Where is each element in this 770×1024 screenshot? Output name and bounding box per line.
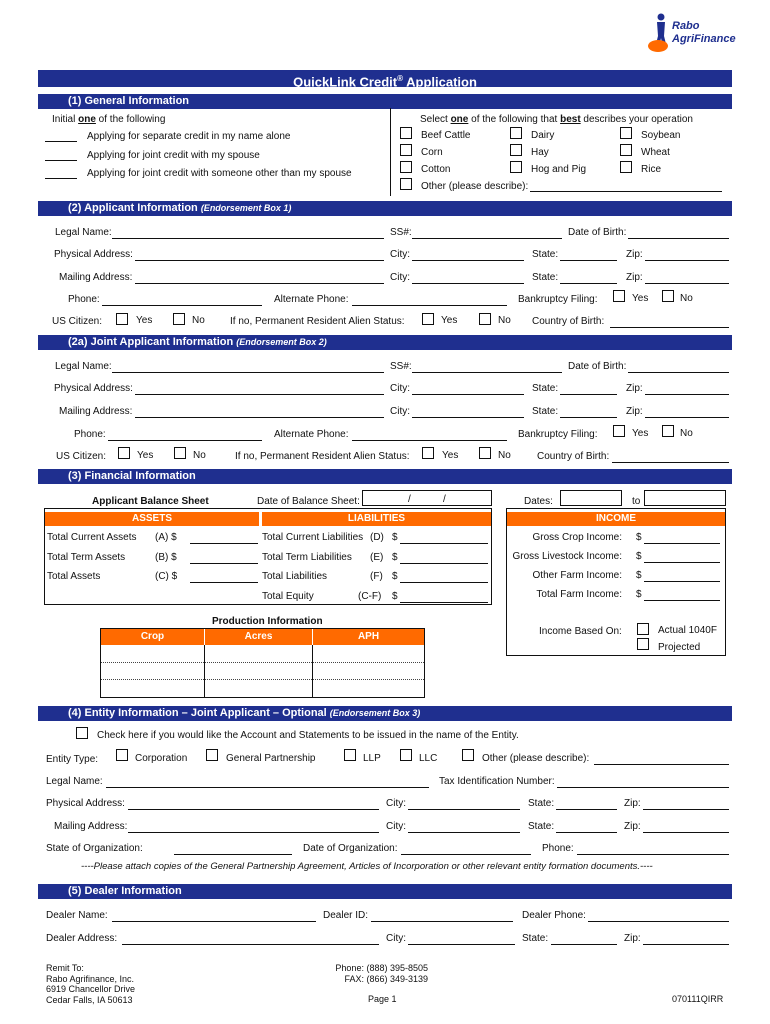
- total-liab-line[interactable]: [400, 582, 488, 583]
- initial-line-3[interactable]: [45, 178, 77, 179]
- label-alt-phone: Alternate Phone:: [274, 294, 349, 305]
- gross-crop-dollar: $: [636, 532, 642, 543]
- joint-label-phone: Phone:: [74, 429, 106, 440]
- checkbox-other-operation[interactable]: [400, 178, 412, 190]
- checkbox-llc[interactable]: [400, 749, 412, 761]
- joint-state-line-2[interactable]: [560, 417, 617, 418]
- label-legal-name: Legal Name:: [55, 227, 112, 238]
- country-of-birth-line[interactable]: [610, 327, 729, 328]
- section2a-header: (2a) Joint Applicant Information (Endorsement Box 2): [38, 335, 732, 350]
- entity-label-legal-name: Legal Name:: [46, 776, 103, 787]
- footer-fax: FAX: (866) 349-3139: [344, 973, 428, 984]
- joint-label-state: State:: [532, 383, 559, 394]
- phone-line[interactable]: [102, 305, 262, 306]
- label-bankruptcy-yes: Yes: [632, 293, 649, 304]
- checkbox-hay[interactable]: [510, 144, 522, 156]
- checkbox-other-entity[interactable]: [462, 749, 474, 761]
- entity-label-state: State:: [528, 798, 555, 809]
- label-city: City:: [390, 249, 410, 260]
- form-title: QuickLink Credit® Application: [38, 70, 732, 87]
- joint-label-country-of-birth: Country of Birth:: [537, 451, 610, 462]
- alt-phone-line[interactable]: [352, 305, 507, 306]
- label-wheat: Wheat: [641, 147, 670, 158]
- total-farm-dollar: $: [636, 589, 642, 600]
- aph-header: APH: [313, 629, 424, 645]
- checkbox-bankruptcy-yes[interactable]: [613, 290, 625, 302]
- total-assets-line[interactable]: [190, 582, 258, 583]
- label-soybean: Soybean: [641, 130, 681, 141]
- label-perm-no: No: [498, 315, 511, 326]
- form-code: 070111QIRR: [672, 994, 724, 1004]
- label-dealer-id: Dealer ID:: [323, 910, 369, 921]
- label-corn: Corn: [421, 147, 443, 158]
- entity-legal-name-line[interactable]: [106, 787, 429, 788]
- total-current-liab-code: (D): [370, 532, 384, 543]
- assets-header: ASSETS: [45, 512, 259, 526]
- joint-checkbox-perm-no[interactable]: [479, 447, 491, 459]
- dealer-name-line[interactable]: [112, 921, 316, 922]
- joint-state-line[interactable]: [560, 394, 617, 395]
- joint-phone-line[interactable]: [108, 440, 262, 441]
- remit-to-block: [46, 963, 135, 1005]
- joint-dob-line[interactable]: [628, 372, 729, 373]
- joint-label-zip-2: Zip:: [626, 406, 643, 417]
- label-corporation: Corporation: [135, 753, 188, 764]
- option-joint-other: Applying for joint credit with someone other than my spouse: [87, 168, 352, 179]
- label-other-entity: Other (please describe):: [482, 753, 590, 764]
- total-farm-income-line[interactable]: [644, 600, 720, 601]
- checkbox-dairy[interactable]: [510, 127, 522, 139]
- label-rice: Rice: [641, 164, 662, 175]
- checkbox-corporation[interactable]: [116, 749, 128, 761]
- label-perm-resident: If no, Permanent Resident Alien Status:: [230, 316, 405, 327]
- page-number: Page 1: [368, 994, 397, 1004]
- joint-checkbox-citizen-yes[interactable]: [118, 447, 130, 459]
- ssn-line[interactable]: [412, 238, 562, 239]
- initial-instructions: Initial one of the following: [52, 114, 166, 125]
- checkbox-citizen-no[interactable]: [173, 313, 185, 325]
- dealer-city-line[interactable]: [408, 944, 515, 945]
- footer-phone: Phone: (888) 395-8505: [335, 963, 428, 973]
- label-hog-pig: Hog and Pig: [531, 164, 587, 175]
- label-dealer-phone: Dealer Phone:: [522, 910, 586, 921]
- prod-col-divider-2: [312, 645, 313, 697]
- label-state: State:: [532, 249, 559, 260]
- label-us-citizen: US Citizen:: [52, 316, 103, 327]
- gross-crop-income-line[interactable]: [644, 543, 720, 544]
- option-joint-spouse: Applying for joint credit with my spouse: [87, 150, 260, 161]
- dealer-zip-line[interactable]: [643, 944, 729, 945]
- checkbox-actual-1040f[interactable]: [637, 623, 649, 635]
- joint-label-dob: Date of Birth:: [568, 361, 627, 372]
- entity-zip-line-2[interactable]: [643, 832, 729, 833]
- label-citizen-yes: Yes: [136, 315, 153, 326]
- entity-zip-line[interactable]: [643, 809, 729, 810]
- joint-alt-phone-line[interactable]: [352, 440, 507, 441]
- label-ssn: SS#:: [390, 227, 412, 238]
- mailing-address-line[interactable]: [135, 283, 384, 284]
- label-zip-2: Zip:: [626, 272, 643, 283]
- label-beef-cattle: Beef Cattle: [421, 130, 471, 141]
- total-current-assets-label: Total Current Assets: [47, 532, 137, 543]
- label-to: to: [632, 496, 641, 507]
- entity-label-zip: Zip:: [624, 798, 641, 809]
- section5-header: (5) Dealer Information: [38, 884, 732, 899]
- joint-label-citizen-yes: Yes: [137, 450, 154, 461]
- joint-label-city: City:: [390, 383, 410, 394]
- entity-mailing-address-line[interactable]: [128, 832, 379, 833]
- label-date-of-organization: Date of Organization:: [303, 843, 398, 854]
- entity-label-phone: Phone:: [542, 843, 574, 854]
- initial-line-2[interactable]: [45, 160, 77, 161]
- other-farm-income-label: Other Farm Income:: [532, 570, 622, 581]
- joint-label-legal-name: Legal Name:: [55, 361, 112, 372]
- label-entity-type: Entity Type:: [46, 754, 99, 765]
- label-projected: Projected: [658, 642, 701, 653]
- joint-label-city-2: City:: [390, 406, 410, 417]
- label-income-based-on: Income Based On:: [539, 626, 622, 637]
- joint-label-citizen-no: No: [193, 450, 206, 461]
- gross-livestock-dollar: $: [636, 551, 642, 562]
- label-dairy: Dairy: [531, 130, 555, 141]
- city-line-2[interactable]: [412, 283, 524, 284]
- prod-row-line-2: [101, 679, 424, 680]
- checkbox-hog-pig[interactable]: [510, 161, 522, 173]
- checkbox-beef-cattle[interactable]: [400, 127, 412, 139]
- label-state-2: State:: [532, 272, 559, 283]
- physical-address-line[interactable]: [135, 260, 384, 261]
- joint-checkbox-bankruptcy-no[interactable]: [662, 425, 674, 437]
- joint-label-bankruptcy-yes: Yes: [632, 428, 649, 439]
- checkbox-corn[interactable]: [400, 144, 412, 156]
- liabilities-header: LIABILITIES: [262, 512, 491, 526]
- label-country-of-birth: Country of Birth:: [532, 316, 605, 327]
- other-farm-dollar: $: [636, 570, 642, 581]
- section4-header: (4) Entity Information – Joint Applicant – Optional (Endorsement Box 3): [38, 706, 732, 721]
- checkbox-soybean[interactable]: [620, 127, 632, 139]
- total-term-assets-label: Total Term Assets: [47, 552, 126, 563]
- joint-checkbox-citizen-no[interactable]: [174, 447, 186, 459]
- total-assets-code: (C) $: [155, 571, 178, 582]
- total-farm-income-label: Total Farm Income:: [536, 589, 622, 600]
- joint-label-us-citizen: US Citizen:: [56, 451, 107, 462]
- dealer-label-zip: Zip:: [624, 933, 641, 944]
- acres-header: Acres: [205, 629, 312, 645]
- checkbox-general-partnership[interactable]: [206, 749, 218, 761]
- joint-checkbox-bankruptcy-yes[interactable]: [613, 425, 625, 437]
- entity-attachment-note: ----Please attach copies of the General Partnership Agreement, Articles of Incorporation or other relevant entity formation documents.----: [81, 861, 653, 872]
- joint-label-state-2: State:: [532, 406, 559, 417]
- entity-state-line[interactable]: [556, 809, 617, 810]
- gross-crop-income-label: Gross Crop Income:: [532, 532, 622, 543]
- dealer-id-line[interactable]: [371, 921, 513, 922]
- gross-livestock-income-label: Gross Livestock Income:: [512, 551, 622, 562]
- entity-state-line-2[interactable]: [556, 832, 617, 833]
- checkbox-entity-account[interactable]: [76, 727, 88, 739]
- label-phone: Phone:: [68, 294, 100, 305]
- dealer-label-state: State:: [522, 933, 549, 944]
- label-dates: Dates:: [524, 496, 553, 507]
- label-other-operation: Other (please describe):: [421, 181, 529, 192]
- total-term-assets-code: (B) $: [155, 552, 177, 563]
- remit-label: Remit To:: [46, 963, 84, 973]
- state-of-organization-line[interactable]: [174, 854, 292, 855]
- remit-street: 6919 Chancellor Drive: [46, 984, 136, 994]
- total-term-assets-line[interactable]: [190, 563, 258, 564]
- checkbox-perm-yes[interactable]: [422, 313, 434, 325]
- dealer-address-line[interactable]: [122, 944, 379, 945]
- total-equity-dollar: $: [392, 591, 398, 602]
- total-liab-dollar: $: [392, 571, 398, 582]
- label-mailing-address: Mailing Address:: [59, 272, 133, 283]
- total-term-liab-code: (E): [370, 552, 384, 563]
- label-hay: Hay: [531, 147, 549, 158]
- date-balance-sheet-field[interactable]: [362, 490, 492, 506]
- joint-label-alt-phone: Alternate Phone:: [274, 429, 349, 440]
- label-cotton: Cotton: [421, 164, 451, 175]
- total-current-assets-line[interactable]: [190, 543, 258, 544]
- total-liab-label: Total Liabilities: [262, 571, 328, 582]
- entity-phone-line[interactable]: [577, 854, 729, 855]
- label-state-of-organization: State of Organization:: [46, 843, 143, 854]
- date-slash-2: /: [443, 494, 446, 505]
- joint-zip-line[interactable]: [645, 394, 729, 395]
- gross-livestock-income-line[interactable]: [644, 562, 720, 563]
- joint-checkbox-perm-yes[interactable]: [422, 447, 434, 459]
- section1-divider: [390, 108, 391, 196]
- joint-legal-name-line[interactable]: [112, 372, 384, 373]
- label-physical-address: Physical Address:: [54, 249, 133, 260]
- label-dealer-name: Dealer Name:: [46, 910, 108, 921]
- option-separate: Applying for separate credit in my name alone: [87, 131, 291, 142]
- joint-label-perm-yes: Yes: [442, 450, 459, 461]
- label-date-balance-sheet: Date of Balance Sheet:: [257, 496, 360, 507]
- date-slash-1: /: [408, 494, 411, 505]
- entity-label-tin: Tax Identification Number:: [439, 776, 555, 787]
- label-zip: Zip:: [626, 249, 643, 260]
- total-equity-label: Total Equity: [262, 591, 314, 602]
- section2-header: (2) Applicant Information (Endorsement Box 1): [38, 201, 732, 216]
- label-perm-yes: Yes: [441, 315, 458, 326]
- checkbox-perm-no[interactable]: [479, 313, 491, 325]
- other-farm-income-line[interactable]: [644, 581, 720, 582]
- total-term-liab-dollar: $: [392, 552, 398, 563]
- total-term-liab-label: Total Term Liabilities: [262, 552, 352, 563]
- prod-row-line-1: [101, 662, 424, 663]
- total-current-assets-code: (A) $: [155, 532, 177, 543]
- entity-city-line-2[interactable]: [408, 832, 520, 833]
- dob-line[interactable]: [628, 238, 729, 239]
- joint-physical-address-line[interactable]: [135, 394, 384, 395]
- joint-city-line-2[interactable]: [412, 417, 524, 418]
- production-info-title: Production Information: [212, 616, 323, 627]
- initial-line-1[interactable]: [45, 141, 77, 142]
- checkbox-bankruptcy-no[interactable]: [662, 290, 674, 302]
- label-llp: LLP: [363, 753, 381, 764]
- joint-label-zip: Zip:: [626, 383, 643, 394]
- legal-name-line[interactable]: [112, 238, 384, 239]
- city-line[interactable]: [412, 260, 524, 261]
- entity-city-line[interactable]: [408, 809, 520, 810]
- zip-line[interactable]: [645, 260, 729, 261]
- contact-block: [300, 963, 428, 984]
- select-instructions: Select one of the following that best describes your operation: [420, 114, 693, 125]
- joint-label-physical-address: Physical Address:: [54, 383, 133, 394]
- entity-label-city: City:: [386, 798, 406, 809]
- dealer-phone-line[interactable]: [588, 921, 729, 922]
- total-liab-code: (F): [370, 571, 383, 582]
- joint-label-perm-no: No: [498, 450, 511, 461]
- remit-company: Rabo Agrifinance, Inc.: [46, 973, 135, 984]
- total-equity-code: (C-F): [358, 591, 382, 602]
- income-header: INCOME: [507, 512, 725, 526]
- joint-label-mailing-address: Mailing Address:: [59, 406, 133, 417]
- label-dob: Date of Birth:: [568, 227, 627, 238]
- label-citizen-no: No: [192, 315, 205, 326]
- joint-zip-line-2[interactable]: [645, 417, 729, 418]
- label-general-partnership: General Partnership: [226, 753, 316, 764]
- entity-label-mailing-address: Mailing Address:: [54, 821, 128, 832]
- dealer-label-city: City:: [386, 933, 406, 944]
- logo-line2: AgriFinance: [672, 33, 736, 45]
- total-assets-label: Total Assets: [47, 571, 101, 582]
- label-city-2: City:: [390, 272, 410, 283]
- checkbox-citizen-yes[interactable]: [116, 313, 128, 325]
- total-equity-line[interactable]: [400, 602, 488, 603]
- entity-label-city-2: City:: [386, 821, 406, 832]
- logo-line1: Rabo: [672, 20, 700, 32]
- checkbox-cotton[interactable]: [400, 161, 412, 173]
- joint-label-perm-resident: If no, Permanent Resident Alien Status:: [235, 451, 410, 462]
- joint-mailing-address-line[interactable]: [135, 417, 384, 418]
- joint-ssn-line[interactable]: [412, 372, 562, 373]
- joint-label-ssn: SS#:: [390, 361, 412, 372]
- label-actual-1040f: Actual 1040F: [658, 625, 717, 636]
- entity-physical-address-line[interactable]: [128, 809, 379, 810]
- dates-from-field[interactable]: [560, 490, 622, 506]
- total-current-liab-dollar: $: [392, 532, 398, 543]
- checkbox-rice[interactable]: [620, 161, 632, 173]
- dates-to-field[interactable]: [644, 490, 726, 506]
- entity-tin-line[interactable]: [557, 787, 729, 788]
- joint-label-bankruptcy: Bankruptcy Filing:: [518, 429, 598, 440]
- joint-label-bankruptcy-no: No: [680, 428, 693, 439]
- checkbox-llp[interactable]: [344, 749, 356, 761]
- remit-citystate: Cedar Falls, IA 50613: [46, 994, 133, 1005]
- entity-label-physical-address: Physical Address:: [46, 798, 125, 809]
- total-term-liab-line[interactable]: [400, 563, 488, 564]
- date-of-organization-line[interactable]: [401, 854, 531, 855]
- label-bankruptcy: Bankruptcy Filing:: [518, 294, 598, 305]
- zip-line-2[interactable]: [645, 283, 729, 284]
- section3-header: (3) Financial Information: [38, 469, 732, 484]
- entity-label-zip-2: Zip:: [624, 821, 641, 832]
- total-current-liab-label: Total Current Liabilities: [262, 532, 364, 543]
- label-dealer-address: Dealer Address:: [46, 933, 118, 944]
- total-current-liab-line[interactable]: [400, 543, 488, 544]
- joint-city-line[interactable]: [412, 394, 524, 395]
- other-operation-line[interactable]: [530, 191, 722, 192]
- label-bankruptcy-no: No: [680, 293, 693, 304]
- label-llc: LLC: [419, 753, 438, 764]
- other-entity-line[interactable]: [594, 764, 729, 765]
- farmer-icon: [647, 12, 671, 52]
- checkbox-projected[interactable]: [637, 638, 649, 650]
- section1-header: (1) General Information: [38, 94, 732, 109]
- checkbox-wheat[interactable]: [620, 144, 632, 156]
- joint-country-of-birth-line[interactable]: [612, 462, 729, 463]
- state-line-2[interactable]: [560, 283, 617, 284]
- label-entity-account: Check here if you would like the Account and Statements to be issued in the name of the Entity.: [97, 730, 519, 741]
- state-line[interactable]: [560, 260, 617, 261]
- dealer-state-line[interactable]: [551, 944, 617, 945]
- crop-header: Crop: [101, 629, 204, 645]
- balance-sheet-title: Applicant Balance Sheet: [92, 496, 209, 507]
- prod-col-divider-1: [204, 645, 205, 697]
- entity-label-state-2: State:: [528, 821, 555, 832]
